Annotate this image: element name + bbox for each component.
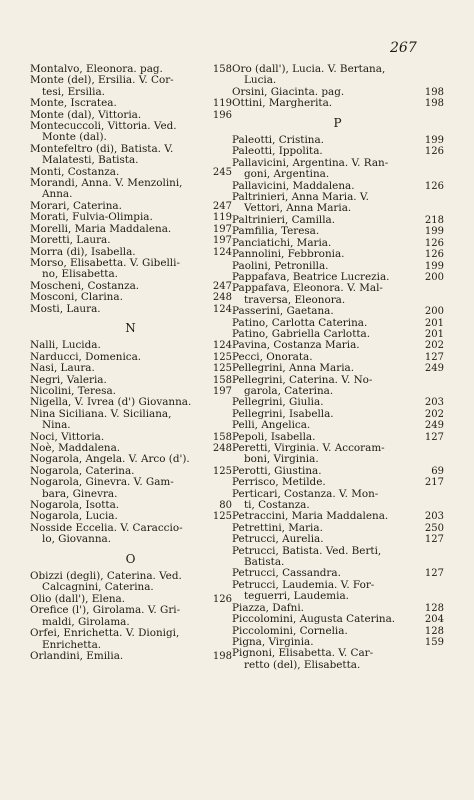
index-entry — [30, 477, 232, 500]
entry-name: Monte, Iscratea. — [30, 97, 117, 110]
index-entry — [232, 375, 444, 398]
entry-name: Pellegrini, Anna Maria. — [232, 362, 355, 375]
entry-page-number: 119 — [212, 212, 232, 224]
index-entry — [30, 409, 232, 432]
entry-name: Nogarola, Caterina. — [30, 464, 135, 477]
entry-continuation: lo, Giovanna. — [42, 533, 112, 546]
index-entry — [30, 144, 232, 167]
entry-page-number: 200 — [424, 271, 444, 283]
entry-continuation: Anna. — [42, 188, 73, 201]
index-entry — [232, 443, 444, 466]
entry-page-number: 198 — [424, 86, 444, 98]
index-entry — [232, 489, 444, 512]
entry-name: Pelli, Angelica. — [232, 419, 311, 432]
entry-name: Moretti, Laura. — [30, 234, 111, 247]
entry-page-number: 201 — [424, 328, 444, 340]
entry-page-number: 198 — [212, 650, 232, 662]
entry-page-number: 126 — [424, 249, 444, 261]
entry-name: Pavina, Costanza Maria. — [232, 339, 360, 352]
entry-page-number: 128 — [424, 625, 444, 637]
entry-page-number: 80 — [219, 500, 232, 512]
index-entry — [232, 648, 444, 671]
index-entry — [30, 523, 232, 546]
entry-page-number: 199 — [424, 135, 444, 147]
entry-continuation: Lucia. — [244, 74, 277, 87]
entry-name: Mosti, Laura. — [30, 302, 101, 315]
entry-name: Moscheni, Costanza. — [30, 279, 140, 292]
entry-name: Monte (dal), Vittoria. — [30, 108, 142, 121]
entry-continuation: boni, Virginia. — [244, 453, 319, 466]
entry-name: Nicolini, Teresa. — [30, 384, 116, 397]
entry-name: Pappafava, Eleonora. V. Mal- — [232, 282, 383, 295]
index-entry — [232, 64, 444, 87]
index-entry — [30, 304, 232, 315]
index-entry — [232, 546, 444, 569]
index-column-left — [30, 64, 232, 662]
entry-page-number: 69 — [431, 465, 444, 477]
entry-continuation: bara, Ginevra. — [42, 487, 118, 500]
entry-name: Mosconi, Clarina. — [30, 291, 123, 304]
entry-name: Pignoni, Elisabetta. V. Car- — [232, 647, 374, 660]
entry-page-number: 159 — [424, 636, 444, 648]
entry-continuation: Enrichetta. — [42, 638, 102, 651]
entry-name: Paleotti, Ippolita. — [232, 145, 323, 158]
entry-page-number: 199 — [424, 260, 444, 272]
entry-name: Morso, Elisabetta. V. Gibelli- — [30, 256, 180, 269]
entry-page-number: 199 — [424, 226, 444, 238]
entry-page-number: 197 — [212, 223, 232, 235]
entry-name: Noè, Maddalena. — [30, 442, 121, 454]
entry-continuation: tesi, Ersilia. — [42, 85, 105, 98]
entry-page-number: 202 — [424, 340, 444, 352]
entry-name: Pellegrini, Giulia. — [232, 396, 324, 409]
entry-continuation: Malatesti, Batista. — [42, 154, 139, 167]
entry-name: Peretti, Virginia. V. Accoram- — [232, 442, 385, 454]
entry-name: Petraccini, Maria Maddalena. — [232, 510, 389, 523]
entry-page-number: 250 — [424, 522, 444, 534]
entry-name: Nosside Eccelia. V. Caraccio- — [30, 521, 183, 534]
entry-name: Narducci, Domenica. — [30, 350, 142, 363]
entry-name: Pappafava, Beatrice Lucrezia. — [232, 270, 390, 283]
entry-page-number: 218 — [424, 214, 444, 226]
entry-page-number: 125 — [212, 511, 232, 523]
entry-name: Pallavicini, Argentina. V. Ran- — [232, 156, 389, 169]
entry-continuation: Batista. — [244, 556, 285, 569]
entry-page-number: 126 — [424, 237, 444, 249]
entry-page-number: 201 — [424, 317, 444, 329]
entry-name: Orfei, Enrichetta. V. Dionigi, — [30, 627, 180, 640]
entry-name: Orsini, Giacinta. pag. — [232, 85, 345, 98]
entry-name: Nogarola, Ginevra. V. Gam- — [30, 476, 174, 489]
entry-continuation: goni, Argentina. — [244, 168, 330, 181]
entry-page-number: 196 — [212, 109, 232, 121]
index-entry — [30, 258, 232, 281]
entry-page-number: 247 — [212, 200, 232, 212]
entry-name: Obizzi (degli), Caterina. Ved. — [30, 570, 182, 583]
entry-page-number: 249 — [424, 363, 444, 375]
entry-name: Patino, Carlotta Caterina. — [232, 316, 368, 329]
entry-page-number: 126 — [212, 593, 232, 605]
section-letter-heading: N — [125, 320, 137, 335]
index-entry — [30, 571, 232, 594]
entry-continuation: teguerri, Laudemia. — [244, 590, 349, 603]
entry-name: Petrucci, Batista. Ved. Berti, — [232, 544, 382, 557]
entry-page-number: 125 — [212, 363, 232, 375]
entry-name: Paltrinieri, Anna Maria. V. — [232, 191, 369, 204]
entry-name: Nogarola, Isotta. — [30, 499, 120, 512]
entry-page-number: 245 — [212, 166, 232, 178]
entry-name: Montefeltro (di), Batista. V. — [30, 142, 174, 155]
index-entry — [232, 98, 444, 109]
entry-name: Morandi, Anna. V. Menzolini, — [30, 177, 183, 190]
index-entry — [30, 121, 232, 144]
entry-page-number: 202 — [424, 408, 444, 420]
entry-name: Oro (dall'), Lucia. V. Bertana, — [232, 63, 386, 75]
entry-page-number: 127 — [424, 568, 444, 580]
entry-page-number: 248 — [212, 443, 232, 454]
entry-name: Nogarola, Angela. V. Arco (d'). — [30, 453, 190, 466]
entry-name: Panciatichi, Maria. — [232, 236, 332, 249]
entry-page-number: 125 — [212, 351, 232, 363]
entry-page-number: 248 — [212, 292, 232, 304]
entry-name: Pepoli, Isabella. — [232, 430, 316, 443]
entry-name: Petrucci, Cassandra. — [232, 567, 341, 580]
entry-page-number: 127 — [424, 534, 444, 546]
entry-name: Nina Siciliana. V. Siciliana, — [30, 407, 172, 420]
entry-name: Orefice (l'), Girolama. V. Gri- — [30, 604, 181, 617]
entry-name: Nogarola, Lucia. — [30, 510, 118, 523]
entry-page-number: 249 — [424, 420, 444, 432]
entry-page-number: 247 — [212, 280, 232, 292]
page-number: 267 — [390, 40, 417, 56]
entry-continuation: maldi, Girolama. — [42, 615, 130, 628]
entry-page-number: 124 — [212, 246, 232, 258]
entry-continuation: traversa, Eleonora. — [244, 293, 346, 306]
entry-page-number: 126 — [424, 180, 444, 192]
entry-page-number: 203 — [424, 511, 444, 523]
entry-page-number: 204 — [424, 614, 444, 626]
entry-page-number: 198 — [424, 98, 444, 110]
entry-continuation: garola, Caterina. — [244, 384, 334, 397]
entry-name: Morelli, Maria Maddalena. — [30, 222, 172, 235]
entry-page-number: 197 — [212, 235, 232, 247]
entry-name: Morra (di), Isabella. — [30, 245, 136, 258]
entry-name: Montalvo, Eleonora. pag. — [30, 63, 163, 75]
entry-name: Negri, Valeria. — [30, 373, 107, 386]
entry-page-number: 126 — [424, 146, 444, 158]
entry-page-number: 197 — [212, 385, 232, 397]
entry-name: Patino, Gabriella Carlotta. — [232, 327, 371, 340]
entry-name: Petrucci, Laudemia. V. For- — [232, 578, 375, 591]
entry-continuation: Monte (dal). — [42, 131, 107, 144]
index-entry — [30, 605, 232, 628]
index-entry — [232, 580, 444, 603]
entry-name: Petrettini, Maria. — [232, 521, 323, 534]
entry-continuation: ti, Costanza. — [244, 499, 310, 512]
index-entry — [232, 158, 444, 181]
entry-name: Passerini, Gaetana. — [232, 305, 334, 318]
entry-name: Pamfilia, Teresa. — [232, 225, 320, 238]
entry-name: Piccolomini, Augusta Caterina. — [232, 613, 396, 626]
entry-page-number: 200 — [424, 306, 444, 318]
entry-name: Petrucci, Aurelia. — [232, 533, 324, 546]
index-entry — [30, 75, 232, 98]
index-entry — [232, 192, 444, 215]
index-entry — [30, 651, 232, 662]
entry-name: Ottini, Margherita. — [232, 97, 333, 110]
entry-name: Nasi, Laura. — [30, 362, 95, 375]
entry-name: Pigna, Virginia. — [232, 635, 314, 648]
entry-name: Piccolomini, Cornelia. — [232, 624, 348, 637]
entry-name: Pellegrini, Caterina. V. No- — [232, 373, 373, 386]
entry-page-number: 158 — [212, 431, 232, 443]
entry-name: Paltrinieri, Camilla. — [232, 213, 336, 226]
entry-page-number: 124 — [212, 303, 232, 315]
entry-continuation: Calcagnini, Caterina. — [42, 581, 154, 594]
entry-name: Pannolini, Febbronia. — [232, 248, 345, 261]
entry-name: Montecuccoli, Vittoria. Ved. — [30, 120, 177, 133]
entry-name: Nalli, Lucida. — [30, 339, 101, 352]
entry-page-number: 128 — [424, 602, 444, 614]
entry-name: Pallavicini, Maddalena. — [232, 179, 355, 192]
entry-name: Piazza, Dafni. — [232, 601, 304, 614]
entry-continuation: Nina. — [42, 419, 71, 432]
section-letter-heading: P — [333, 115, 343, 130]
entry-name: Noci, Vittoria. — [30, 430, 105, 443]
index-entry — [232, 283, 444, 306]
entry-name: Orlandini, Emilia. — [30, 649, 124, 662]
entry-name: Pellegrini, Isabella. — [232, 407, 334, 420]
entry-page-number: 125 — [212, 465, 232, 477]
entry-name: Perrisco, Metilde. — [232, 476, 326, 489]
entry-name: Monte (del), Ersilia. V. Cor- — [30, 74, 174, 87]
entry-page-number: 119 — [212, 98, 232, 110]
index-column-right — [232, 64, 444, 671]
entry-name: Morari, Caterina. — [30, 199, 122, 212]
entry-name: Monti, Costanza. — [30, 165, 120, 178]
entry-name: Morati, Fulvia-Olimpia. — [30, 211, 153, 224]
entry-page-number: 217 — [424, 477, 444, 489]
entry-page-number: 203 — [424, 397, 444, 409]
entry-name: Paleotti, Cristina. — [232, 134, 324, 147]
entry-name: Olio (dall'), Elena. — [30, 592, 126, 605]
index-entry — [30, 628, 232, 651]
entry-page-number: 158 — [212, 64, 232, 75]
entry-page-number: 127 — [424, 431, 444, 443]
entry-name: Paolini, Petronilla. — [232, 259, 329, 272]
entry-page-number: 158 — [212, 374, 232, 386]
entry-name: Perticari, Costanza. V. Mon- — [232, 487, 379, 500]
entry-page-number: 127 — [424, 351, 444, 363]
entry-page-number: 124 — [212, 340, 232, 352]
index-entry — [30, 178, 232, 201]
entry-continuation: Vettori, Anna Maria. — [244, 202, 352, 215]
section-letter-heading: O — [125, 551, 137, 566]
entry-name: Perotti, Giustina. — [232, 464, 322, 477]
entry-continuation: no, Elisabetta. — [42, 268, 118, 281]
entry-continuation: retto (del), Elisabetta. — [244, 658, 361, 671]
entry-name: Nigella, V. Ivrea (d') Giovanna. — [30, 396, 192, 409]
entry-name: Pecci, Onorata. — [232, 350, 313, 363]
